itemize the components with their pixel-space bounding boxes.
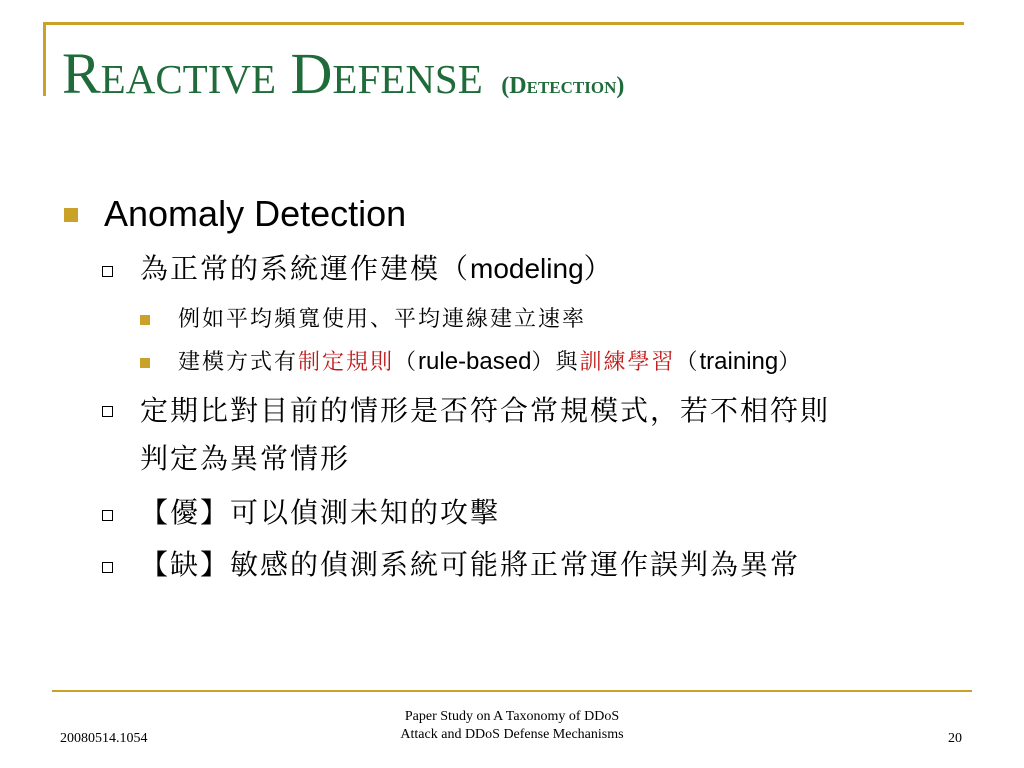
methods-pre: 建模方式有 bbox=[178, 350, 299, 375]
page-number: 20 bbox=[948, 731, 962, 746]
slide-title-main: Reactive Defense bbox=[62, 41, 483, 106]
sub-sub-bullet-methods bbox=[178, 346, 802, 379]
hollow-square-bullet-icon bbox=[102, 510, 113, 521]
sub-bullet-compare-line2: 判定為異常情形 bbox=[140, 442, 351, 475]
methods-open2: （ bbox=[675, 350, 700, 375]
hollow-square-bullet-icon bbox=[102, 266, 113, 277]
hollow-square-bullet-icon bbox=[102, 562, 113, 573]
sub-bullet-con: 【缺】敏感的偵測系統可能將正常運作誤判為異常 bbox=[140, 548, 801, 581]
small-square-bullet-icon bbox=[140, 358, 150, 368]
slide-title bbox=[62, 42, 624, 118]
small-square-bullet-icon bbox=[140, 315, 150, 325]
footer-divider bbox=[52, 690, 972, 692]
square-bullet-icon bbox=[64, 208, 78, 222]
methods-mid: ）與 bbox=[531, 350, 580, 375]
methods-rules-red: 制定規則 bbox=[298, 350, 395, 375]
methods-close2: ） bbox=[778, 350, 803, 375]
slide-title-sub: (Detection) bbox=[501, 73, 625, 99]
footer-title-line1: Paper Study on A Taxonomy of DDoS bbox=[404, 709, 620, 724]
sub-sub-bullet-example: 例如平均頻寬使用、平均連線建立速率 bbox=[178, 307, 587, 332]
methods-training-red: 訓練學習 bbox=[579, 350, 676, 375]
title-frame-top bbox=[43, 22, 964, 25]
footer-title-line2: Attack and DDoS Defense Mechanisms bbox=[400, 727, 624, 742]
sub-bullet-compare-line1: 定期比對目前的情形是否符合常規模式，若不相符則 bbox=[140, 394, 831, 427]
sub-bullet-pro: 【優】可以偵測未知的攻擊 bbox=[140, 496, 501, 529]
title-frame-left bbox=[43, 22, 46, 96]
sub-bullet-modeling-text: 為正常的系統運作建模（ bbox=[140, 252, 471, 285]
hollow-square-bullet-icon bbox=[102, 406, 113, 417]
methods-rule-based: rule-based bbox=[418, 348, 532, 375]
sub-bullet-modeling-close: ） bbox=[583, 252, 614, 285]
methods-open1: （ bbox=[394, 350, 419, 375]
bullet-anomaly-detection: Anomaly Detection bbox=[104, 193, 407, 234]
sub-bullet-modeling-latin: modeling bbox=[470, 253, 584, 284]
footer-date: 20080514.1054 bbox=[60, 731, 148, 746]
methods-training: training bbox=[699, 348, 779, 375]
sub-bullet-modeling bbox=[140, 248, 614, 290]
footer-title bbox=[362, 708, 662, 744]
